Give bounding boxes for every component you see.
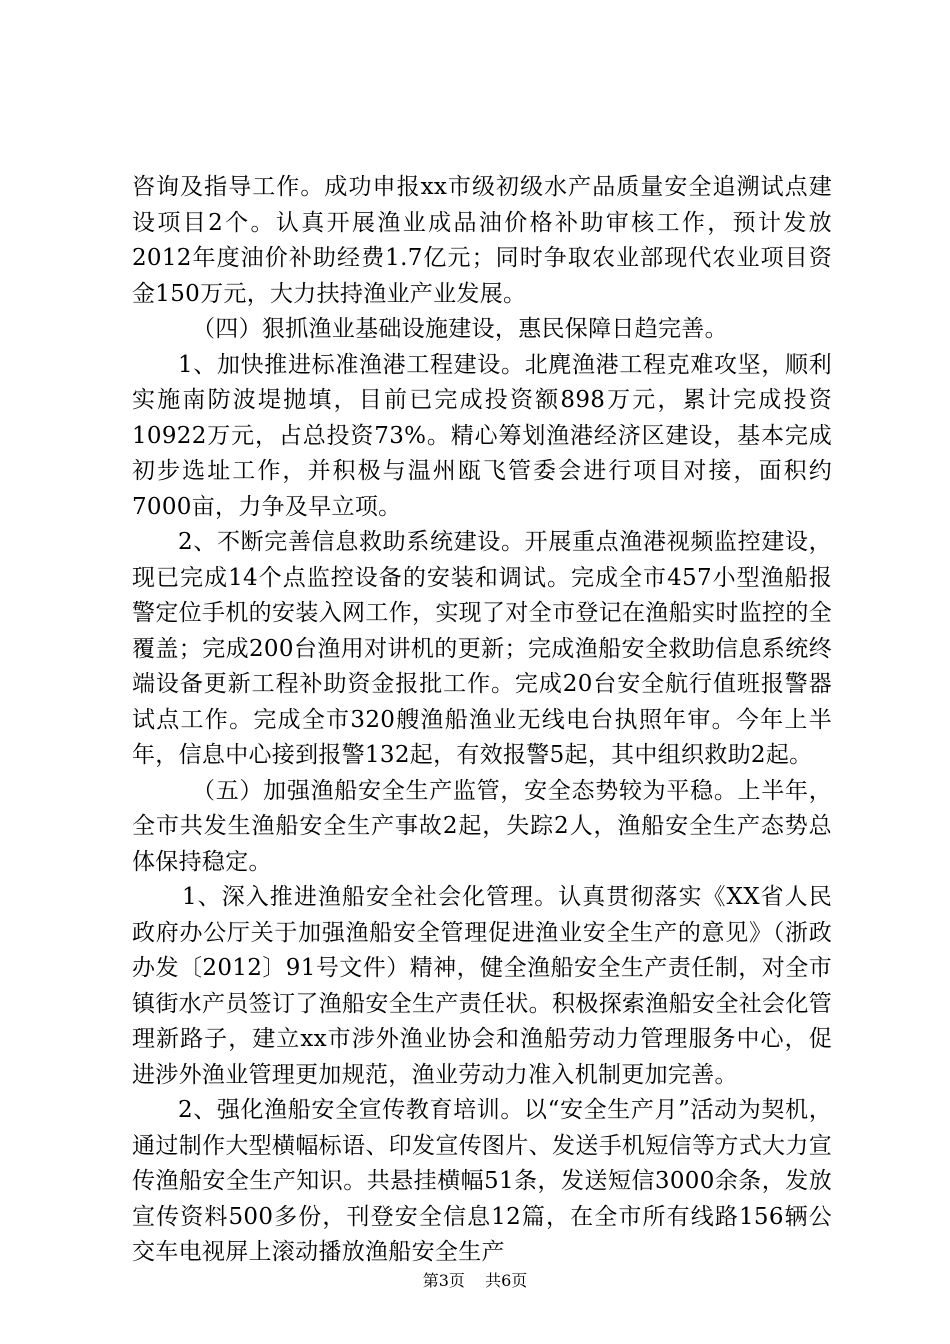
total-pages: 共6页 bbox=[485, 1271, 528, 1290]
paragraph-info-rescue: 2、不断完善信息救助系统建设。开展重点渔港视频监控建设，现已完成14个点监控设备的安装和调试。完成全市457小型渔船报警定位手机的安装入网工作，实现了对全市登记在渔船实时监控的全覆盖；完成200台渔用对讲机的更新；完成渔船安全救助信息系统终端设备更新工程补助资金报批工作。完成20台安全航行值班报警器试点工作。完成全市320艘渔船渔业无线电台执照年审。今年上半年，信息中心接到报警132起，有效报警5起，其中组织救助2起。 bbox=[132, 529, 832, 768]
paragraph-safety-education: 2、强化渔船安全宣传教育培训。以“安全生产月”活动为契机，通过制作大型横幅标语、印发宣传图片、发送手机短信等方式大力宣传渔船安全生产知识。共悬挂横幅51条，发送短信3000余条，发放宣传资料500多份，刊登安全信息12篇，在全市所有线路156辆公交车电视屏上滚动播放渔船安全生产 bbox=[132, 1097, 832, 1265]
page-number: 第3页 bbox=[422, 1271, 465, 1290]
paragraph-social-management: 1、深入推进渔船安全社会化管理。认真贯彻落实《XX省人民政府办公厅关于加强渔船安全管理促进渔业安全生产的意见》（浙政办发〔2012〕91号文件）精神，健全渔船安全生产责任制，对全市镇街水产员签订了渔船安全生产责任状。积极探索渔船安全社会化管理新路子，建立xx市涉外渔业协会和渔船劳动力管理服务中心，促进涉外渔业管理更加规范，渔业劳动力准入机制更加完善。 bbox=[132, 884, 832, 1088]
paragraph-continuation: 咨询及指导工作。成功申报xx市级初级水产品质量安全追溯试点建设项目2个。认真开展渔业成品油价格补助审核工作，预计发放2012年度油价补助经费1.7亿元；同时争取农业部现代农业项目资金150万元，大力扶持渔业产业发展。 bbox=[132, 174, 832, 307]
paragraph-fishing-port: 1、加快推进标准渔港工程建设。北麂渔港工程克难攻坚，顺利实施南防波堤抛填，目前已完成投资额898万元，累计完成投资10922万元，占总投资73%。精心筹划渔港经济区建设，基本完成初步选址工作，并积极与温州瓯飞管委会进行项目对接，面积约7000亩，力争及早立项。 bbox=[132, 351, 832, 520]
document-body bbox=[132, 170, 832, 1271]
page-footer bbox=[0, 1271, 950, 1291]
section-heading-four: （四）狠抓渔业基础设施建设，惠民保障日趋完善。 bbox=[192, 316, 728, 342]
section-heading-five: （五）加强渔船安全生产监管，安全态势较为平稳。上半年，全市共发生渔船安全生产事故2起，失踪2人，渔船安全生产态势总体保持稳定。 bbox=[132, 777, 832, 875]
